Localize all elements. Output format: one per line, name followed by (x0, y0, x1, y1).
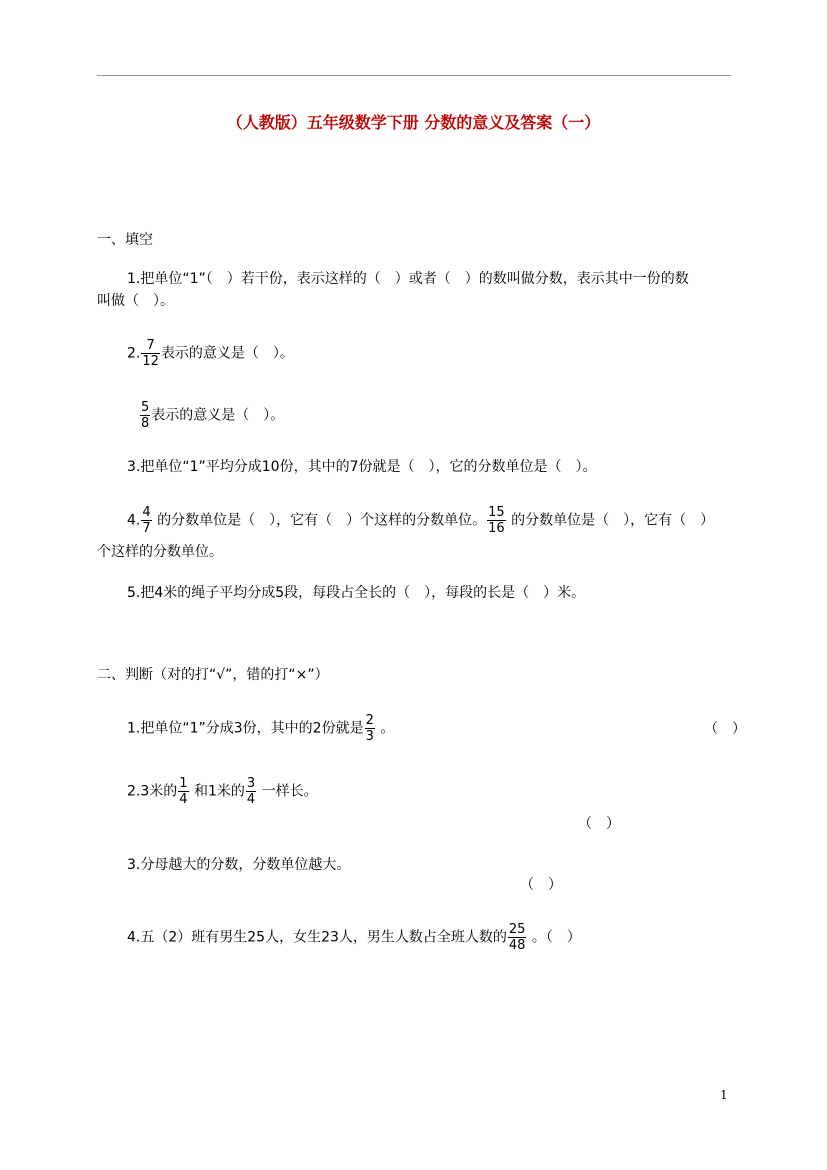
fraction (487, 505, 506, 536)
question-2-3: 3.分母越大的分数，分数单位越大。 (127, 857, 351, 873)
question-1-4-line1 (127, 505, 714, 536)
question-text: 2.3米的 (127, 783, 178, 800)
numerator: 25 (508, 922, 526, 937)
answer-paren: （ ） (704, 721, 746, 737)
question-1-2a (127, 338, 294, 369)
fraction (141, 338, 160, 369)
denominator: 4 (246, 792, 256, 807)
question-text: 的分数单位是（ ），它有（ ）个这样的分数单位。 (152, 512, 487, 529)
question-1-1-line1: 1.把单位“1”（ ）若干份，表示这样的（ ）或者（ ）的数叫做分数，表示其中一份的数 (127, 271, 689, 287)
fraction (246, 776, 256, 807)
question-number: 2. (127, 345, 141, 362)
page-title: （人教版）五年级数学下册 分数的意义及答案（一） (226, 113, 601, 132)
header-rule (97, 75, 731, 76)
numerator: 7 (146, 338, 155, 353)
question-1-4-line2: 个这样的分数单位。 (97, 544, 223, 560)
denominator: 3 (365, 729, 374, 744)
question-number: 4. (127, 512, 141, 529)
denominator: 4 (179, 792, 188, 807)
denominator: 16 (488, 521, 505, 536)
denominator: 48 (508, 938, 526, 953)
fraction (178, 776, 188, 807)
fraction (508, 922, 527, 953)
answer-paren: （ ） (520, 877, 562, 893)
question-1-5: 5.把4米的绳子平均分成5段，每段占全长的（ ），每段的长是（ ）米。 (127, 585, 586, 601)
question-text: 和1米的 (189, 783, 245, 800)
fraction (365, 713, 375, 744)
numerator: 15 (488, 505, 505, 520)
question-1-3: 3.把单位“1”平均分成10份，其中的7份就是（ ），它的分数单位是（ ）。 (127, 459, 597, 475)
question-1-2b (139, 400, 284, 431)
denominator: 7 (142, 521, 151, 536)
question-1-1-line2: 叫做（ ）。 (97, 293, 174, 309)
page-number: 1 (720, 1088, 728, 1102)
numerator: 4 (142, 505, 151, 520)
numerator: 2 (365, 713, 374, 728)
numerator: 3 (246, 776, 256, 791)
numerator: 1 (179, 776, 188, 791)
question-suffix: 。 (375, 720, 395, 737)
question-text: 表示的意义是（ ）。 (151, 407, 285, 424)
question-text: 4.五（2）班有男生25人，女生23人，男生人数占全班人数的 (127, 929, 507, 946)
answer-paren: （ ） (578, 816, 620, 832)
fraction (141, 505, 151, 536)
question-2-2 (127, 776, 318, 807)
question-text: 一样长。 (257, 783, 318, 800)
question-2-4 (127, 922, 581, 953)
numerator: 5 (141, 400, 150, 415)
question-text: 表示的意义是（ ）。 (160, 345, 294, 362)
fraction (140, 400, 150, 431)
section-1-heading: 一、填空 (97, 232, 153, 248)
denominator: 8 (141, 416, 150, 431)
question-text: 的分数单位是（ ），它有（ ） (506, 512, 715, 529)
denominator: 12 (142, 354, 159, 369)
section-2-heading: 二、判断（对的打“√”，错的打“×”） (97, 667, 329, 683)
question-suffix: 。（ ） (527, 929, 581, 946)
question-text: 1.把单位“1”分成3份，其中的2份就是 (127, 720, 364, 737)
question-2-1 (127, 713, 394, 744)
